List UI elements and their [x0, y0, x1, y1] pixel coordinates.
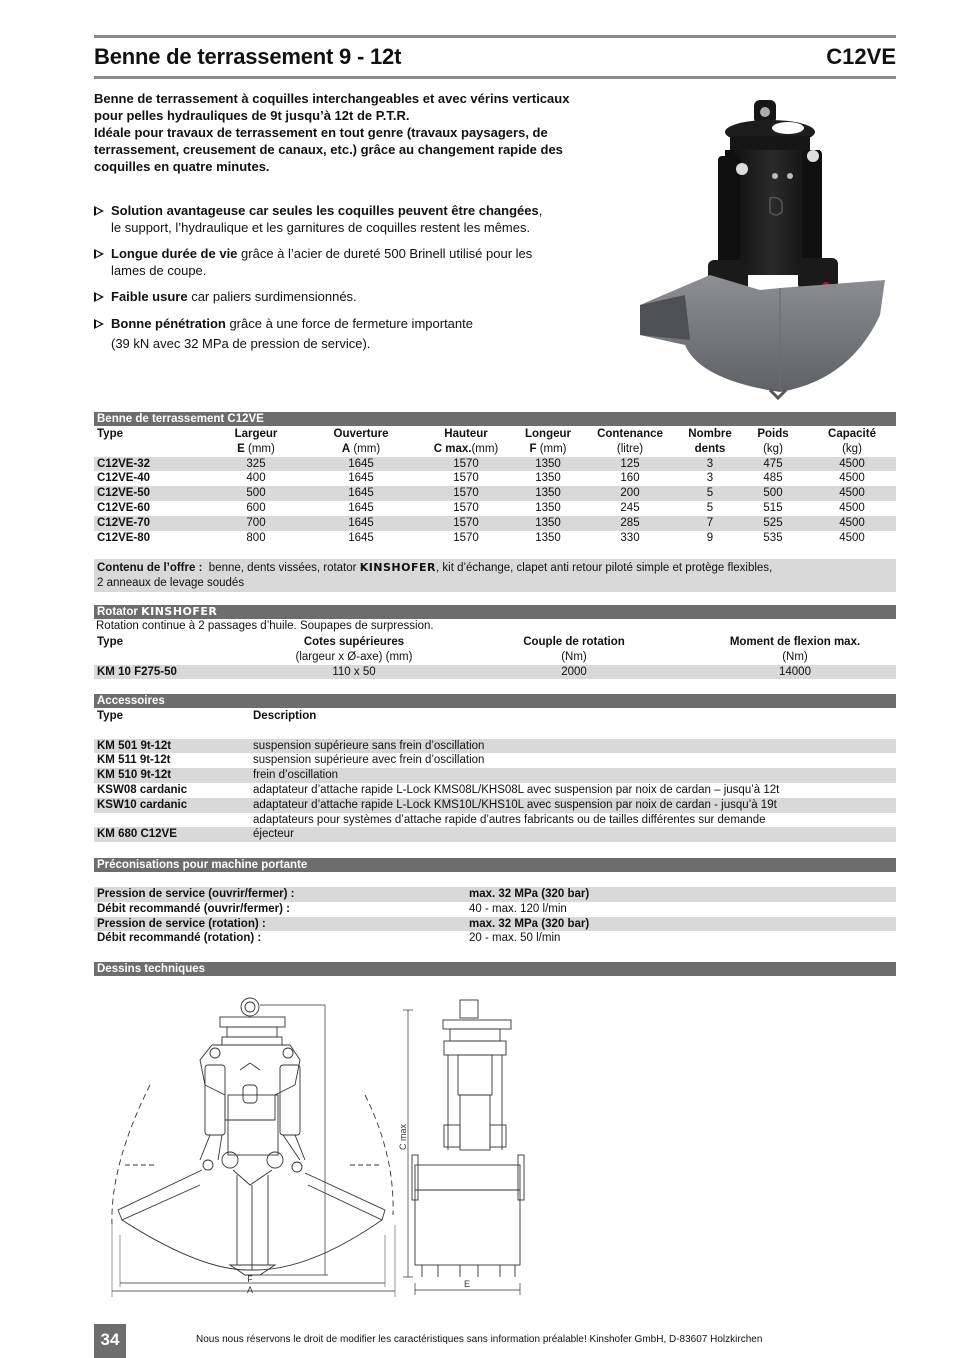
cell: 7 — [682, 516, 738, 531]
unit-cell: (kg) — [763, 442, 783, 455]
col-header-description: Description — [253, 710, 317, 722]
rec-label: Pression de service (rotation) : — [94, 917, 466, 932]
table-row — [94, 739, 896, 754]
table-row — [94, 917, 896, 932]
feature-item — [94, 245, 594, 279]
cell: 3 — [706, 472, 714, 485]
cell: 5 — [706, 501, 714, 514]
col-header-moment: Moment de flexion max. — [729, 636, 861, 648]
cell-description: frein d’oscillation — [250, 768, 896, 783]
page-number: 34 — [94, 1324, 126, 1358]
intro-line: Idéale pour travaux de terrassement en tout genre (travaux paysagers, de — [94, 125, 548, 140]
unit-cell: (litre) — [616, 442, 644, 455]
accessories-header-row — [94, 709, 896, 724]
cell: 500 — [204, 486, 308, 501]
feature-text-cont: lames de coupe. — [111, 263, 207, 278]
unit-cell: F (mm) — [529, 442, 567, 455]
cell: 200 — [578, 486, 682, 501]
cell: 500 — [738, 486, 808, 501]
header-top-rule — [94, 35, 896, 38]
unit-cell: dents — [694, 442, 726, 455]
triangle-bullet-icon — [94, 319, 104, 329]
cell: 245 — [620, 501, 640, 514]
cell: 400 — [246, 472, 266, 485]
dim-label-a: A — [246, 1285, 254, 1295]
rotator-unit-row — [94, 650, 896, 665]
cell: 600 — [246, 501, 266, 514]
cell: 160 — [620, 472, 640, 485]
col-header-type: Type — [97, 636, 123, 648]
feature-item — [94, 202, 594, 236]
cell: 1350 — [535, 472, 561, 485]
cell: 1570 — [414, 486, 518, 501]
table-row — [94, 798, 896, 813]
cell: 800 — [246, 531, 266, 544]
col-header-largeur: Largeur — [234, 428, 278, 440]
feature-text: grâce à une force de fermeture importante — [225, 316, 473, 331]
spacer-row — [94, 724, 896, 739]
section-bar-spec: Benne de terrassement C12VE — [94, 412, 896, 426]
rotator-table — [94, 635, 896, 679]
cell: 4500 — [808, 516, 896, 531]
intro-line: coquilles en quatre minutes. — [94, 159, 270, 174]
cell: 1645 — [348, 472, 374, 485]
cell: 125 — [578, 457, 682, 472]
table-row — [94, 471, 896, 486]
offer-line-2: 2 anneaux de levage soudés — [97, 577, 245, 589]
table-row — [94, 827, 896, 842]
cell: 1350 — [518, 516, 578, 531]
cell: 1570 — [414, 516, 518, 531]
cell: 1350 — [535, 531, 561, 544]
cell: 525 — [738, 516, 808, 531]
cell-description: suspension supérieure avec frein d’oscillation — [253, 754, 485, 767]
rec-value: 40 - max. 120 l/min — [469, 902, 567, 915]
dim-label-f: F — [247, 1274, 253, 1284]
table-row — [94, 902, 896, 917]
rec-value: max. 32 MPa (320 bar) — [466, 917, 896, 932]
table-row — [94, 753, 896, 768]
rec-value: max. 32 MPa (320 bar) — [466, 887, 896, 902]
cell-type: KSW08 cardanic — [97, 783, 188, 796]
cell-type: KM 510 9t-12t — [94, 768, 250, 783]
table-row — [94, 457, 896, 472]
cell: 1570 — [453, 501, 479, 514]
cell: 330 — [620, 531, 640, 544]
feature-text-cont: (39 kN avec 32 MPa de pression de service). — [111, 336, 371, 351]
table-row — [94, 813, 896, 828]
section-bar-recommendations: Préconisations pour machine portante — [94, 858, 896, 872]
cell-description: adaptateurs pour systèmes d’attache rapide d’autres fabricants ou de tailles différentes sur demande — [253, 813, 766, 826]
section-bar-drawings: Dessins techniques — [94, 962, 896, 976]
triangle-bullet-icon — [94, 249, 104, 259]
cell: 285 — [578, 516, 682, 531]
cell-description: adaptateur d’attache rapide L-Lock KMS10L/KHS10L avec suspension par noix de cardan - jusqu’à 19t — [250, 798, 896, 813]
cell: 2000 — [454, 665, 694, 680]
triangle-bullet-icon — [94, 206, 104, 216]
cell: 14000 — [694, 665, 896, 680]
cell: 1350 — [518, 457, 578, 472]
rotator-header-row — [94, 635, 896, 650]
section-title: Rotator — [97, 606, 142, 618]
cell: 515 — [763, 501, 783, 514]
unit-cell: (Nm) — [782, 650, 808, 663]
cell: 110 x 50 — [254, 665, 454, 680]
intro-line: Benne de terrassement à coquilles interchangeables et avec vérins verticaux — [94, 91, 570, 106]
table-row — [94, 783, 896, 798]
kinshofer-logo: KINSHOFER — [141, 605, 218, 618]
cell-type: KSW10 cardanic — [94, 798, 250, 813]
intro-line: terrassement, creusement de canaux, etc.) grâce au changement rapide des — [94, 142, 563, 157]
col-header-ouverture: Ouverture — [333, 428, 389, 440]
cell: 1570 — [453, 531, 479, 544]
feature-text: , — [538, 203, 543, 218]
col-header-poids: Poids — [757, 428, 789, 440]
header-bottom-rule — [94, 76, 896, 79]
cell-type: C12VE-70 — [94, 516, 204, 531]
feature-list — [94, 202, 594, 363]
cell-type: KM 680 C12VE — [94, 827, 250, 842]
side-view-drawing — [400, 985, 550, 1305]
dim-label-c: C max — [398, 1123, 408, 1150]
table-row — [94, 486, 896, 501]
table-row — [94, 768, 896, 783]
rotator-description: Rotation continue à 2 passages d’huile. Soupapes de surpression. — [96, 620, 434, 632]
unit-cell: A (mm) — [341, 442, 381, 455]
cell: 1645 — [308, 516, 414, 531]
col-header-couple: Couple de rotation — [523, 636, 625, 648]
kinshofer-logo: KINSHOFER — [359, 561, 436, 574]
cell: 4500 — [839, 531, 865, 544]
table-row — [94, 931, 896, 946]
cell-description: éjecteur — [250, 827, 896, 842]
rec-label: Pression de service (ouvrir/fermer) : — [94, 887, 466, 902]
product-photo — [630, 90, 900, 400]
cell: 1570 — [414, 457, 518, 472]
spec-unit-row — [94, 442, 896, 457]
col-header-hauteur: Hauteur — [444, 428, 488, 440]
footer-disclaimer: Nous nous réservons le droit de modifier les caractéristiques sans information préalable! Kinshofer GmbH, D-83607 Holzkirchen — [196, 1334, 763, 1345]
feature-title: Longue durée de vie — [111, 246, 238, 261]
cell-type — [94, 813, 250, 828]
cell: 1645 — [348, 501, 374, 514]
cell: 5 — [682, 486, 738, 501]
unit-cell: (kg) — [842, 442, 862, 455]
accessories-table — [94, 709, 896, 842]
cell-type: KM 511 9t-12t — [97, 754, 171, 767]
section-bar-rotator — [94, 605, 896, 619]
front-view-drawing — [100, 985, 430, 1305]
cell-type: KM 501 9t-12t — [94, 739, 250, 754]
col-header-cotes: Cotes supérieures — [303, 636, 405, 648]
cell: 535 — [763, 531, 783, 544]
cell: 4500 — [839, 501, 865, 514]
feature-item — [94, 288, 594, 305]
cell-type: C12VE-40 — [97, 472, 151, 485]
cell: 3 — [682, 457, 738, 472]
cell: 4500 — [808, 486, 896, 501]
col-header-capacite: Capacité — [828, 428, 876, 440]
offer-text-2: , kit d’échange, clapet anti retour piloté simple et protège flexibles, — [436, 562, 773, 574]
table-row — [94, 665, 896, 680]
unit-cell: C max.(mm) — [433, 442, 499, 455]
cell-description: adaptateur d’attache rapide L-Lock KMS08L/KHS08L avec suspension par noix de cardan – jusqu’à 12t — [253, 783, 780, 796]
spec-header-row — [94, 427, 896, 442]
cell: 4500 — [808, 457, 896, 472]
cell: 475 — [738, 457, 808, 472]
rec-label: Débit recommandé (ouvrir/fermer) : — [97, 902, 290, 915]
cell-type: C12VE-80 — [97, 531, 151, 544]
cell: 1570 — [453, 472, 479, 485]
feature-title: Bonne pénétration — [111, 316, 226, 331]
offer-contents — [94, 559, 896, 592]
recommendations-table — [94, 887, 896, 946]
rec-value: 20 - max. 50 l/min — [469, 932, 561, 945]
cell: 4500 — [839, 472, 865, 485]
feature-text-cont: le support, l’hydraulique et les garnitures de coquilles restent les mêmes. — [111, 220, 531, 235]
dim-label-e: E — [463, 1279, 471, 1289]
triangle-bullet-icon — [94, 292, 104, 302]
cell: 9 — [706, 531, 714, 544]
table-row — [94, 501, 896, 516]
unit-cell: E (mm) — [237, 442, 275, 455]
col-header-longeur: Longeur — [525, 428, 571, 440]
cell-description: suspension supérieure sans frein d’oscillation — [250, 739, 896, 754]
feature-text: grâce à l’acier de dureté 500 Brinell utilisé pour les — [237, 246, 533, 261]
offer-text: benne, dents vissées, rotator — [202, 562, 360, 574]
cell-type: KM 10 F275-50 — [94, 665, 254, 680]
cell: 485 — [763, 472, 783, 485]
cell: 1350 — [518, 486, 578, 501]
offer-label: Contenu de l’offre : — [97, 562, 203, 574]
model-code: C12VE — [826, 44, 896, 69]
col-header-type: Type — [97, 428, 123, 440]
unit-cell: (largeur x Ø-axe) (mm) — [295, 650, 413, 663]
table-row — [94, 531, 896, 546]
section-bar-accessories: Accessoires — [94, 694, 896, 708]
spec-table — [94, 427, 896, 545]
col-header-nombre: Nombre — [688, 428, 732, 440]
table-row — [94, 887, 896, 902]
feature-item — [94, 314, 594, 354]
feature-title: Solution avantageuse car seules les coquilles peuvent être changées — [111, 203, 539, 218]
cell: 1645 — [308, 457, 414, 472]
col-header-type: Type — [97, 710, 123, 722]
col-header-contenance: Contenance — [597, 428, 663, 440]
cell: 1645 — [308, 486, 414, 501]
intro-line: pour pelles hydrauliques de 9t jusqu’à 12t de P.T.R. — [94, 108, 410, 123]
cell: 325 — [204, 457, 308, 472]
feature-text: car paliers surdimensionnés. — [187, 289, 357, 304]
intro-text — [94, 90, 634, 175]
cell: 700 — [204, 516, 308, 531]
page-title: Benne de terrassement 9 - 12t — [94, 44, 402, 69]
feature-title: Faible usure — [111, 289, 188, 304]
unit-cell: (Nm) — [561, 650, 587, 663]
cell: 1645 — [348, 531, 374, 544]
cell-type: C12VE-50 — [94, 486, 204, 501]
rec-label: Débit recommandé (rotation) : — [97, 932, 262, 945]
table-row — [94, 516, 896, 531]
cell: 1350 — [535, 501, 561, 514]
cell-type: C12VE-32 — [94, 457, 204, 472]
cell-type: C12VE-60 — [97, 501, 151, 514]
